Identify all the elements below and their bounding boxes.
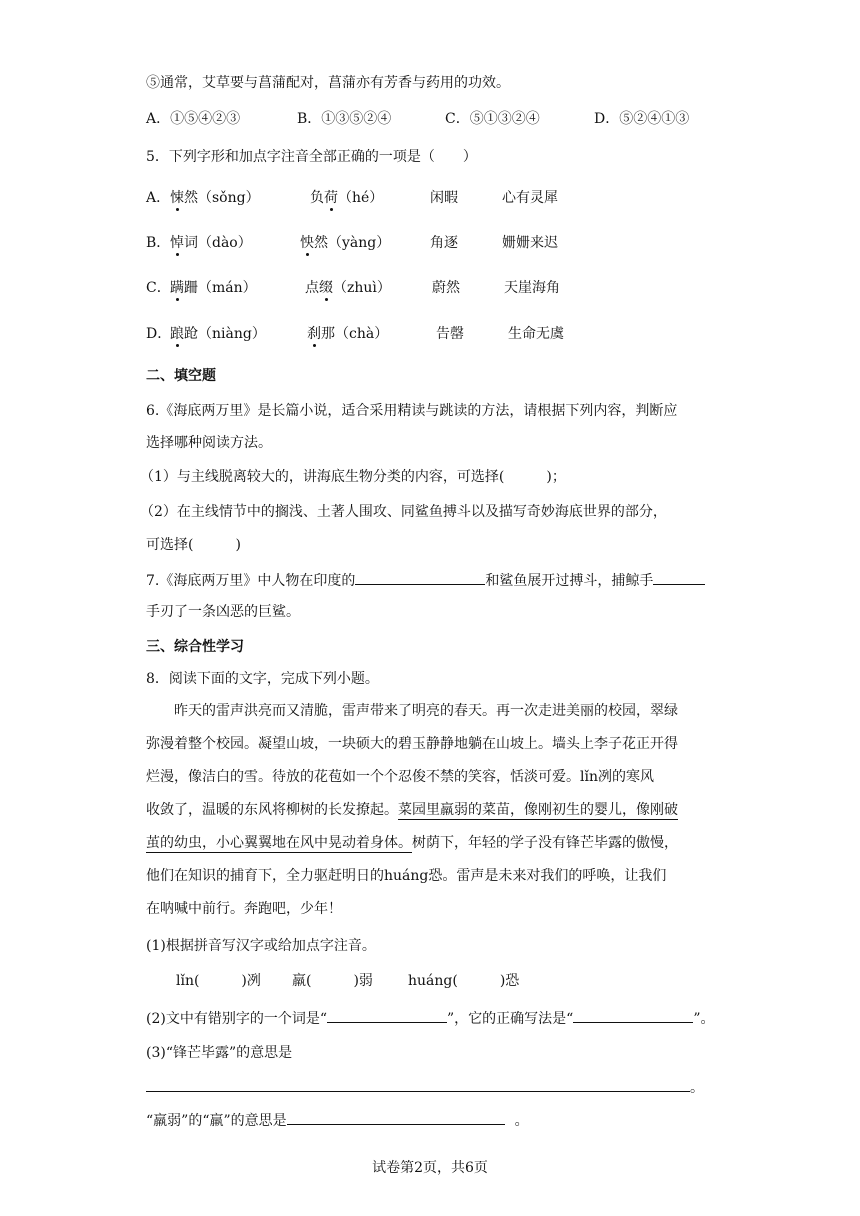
q8-text: ”，它的正确写法是“ — [447, 1011, 574, 1027]
word-rest: 然（sǒng） — [184, 190, 260, 206]
q6-sub2-line2: 可选择( ) — [146, 537, 241, 553]
page-footer: 试卷第2页，共6页 — [372, 1160, 488, 1176]
q8-text: ”。 — [693, 1011, 715, 1027]
q5-stem: 5．下列字形和加点字注音全部正确的一项是（ ） — [146, 149, 477, 165]
q6-stem-line2: 选择哪种阅读方法。 — [146, 435, 272, 451]
q7-line1 — [146, 570, 705, 591]
word-rest: 跄（niàng） — [184, 326, 266, 342]
q5-word3: 角逐 — [430, 235, 458, 251]
q8-blank-char-meaning[interactable] — [287, 1110, 505, 1125]
q5-word4: 生命无虞 — [508, 326, 564, 342]
passage-line: 烂漫，像洁白的雪。待放的花苞如一个个忍俊不禁的笑容，恬淡可爱。lǐn冽的寒风 — [146, 769, 654, 785]
passage-line — [146, 800, 678, 820]
q5-label: A． — [146, 190, 171, 206]
q8-blank-correct-word[interactable] — [573, 1008, 693, 1023]
q8-sub1-label: (1)根据拼音写汉字或给加点字注音。 — [146, 938, 376, 954]
q8-sub3-label: (3)“锋芒毕露”的意思是 — [146, 1045, 293, 1061]
q8-text: 。 — [514, 1113, 529, 1129]
q5-word1 — [170, 323, 266, 343]
q7-blank-harpooner[interactable] — [653, 570, 705, 585]
passage-text: 树荫下，年轻的学子没有锋芒毕露的傲慢， — [412, 835, 678, 851]
dotted-char: 悚 — [170, 187, 184, 207]
section-heading-comprehensive: 三、综合性学习 — [146, 639, 244, 655]
q5-label: B． — [146, 235, 171, 251]
word-rest: 跚（mán） — [184, 280, 257, 296]
dotted-char: 缀 — [319, 277, 333, 297]
q4-line5: ⑤通常，艾草要与菖蒲配对，菖蒲亦有芳香与药用的功效。 — [146, 75, 510, 91]
q8-text: 。 — [690, 1080, 704, 1096]
q8-sub1-item2: 羸( )弱 — [292, 973, 373, 989]
passage-line: 他们在知识的捕育下，全力驱赶明日的huáng恐。雷声是未来对我们的呼唤，让我们 — [146, 868, 667, 884]
q7-line2: 手刃了一条凶恶的巨鲨。 — [146, 604, 300, 620]
word-rest: 那（chà） — [321, 326, 389, 342]
q4-option-b: B．①③⑤②④ — [297, 111, 392, 127]
q6-sub1: （1）与主线脱离较大的，讲海底生物分类的内容，可选择( )； — [140, 469, 566, 485]
q8-text: (2)文中有错别字的一个词是“ — [146, 1011, 327, 1027]
dotted-char: 怏 — [300, 232, 314, 252]
q8-sub1-item1: lǐn( )冽 — [176, 973, 261, 989]
dotted-char: 荷 — [324, 187, 338, 207]
passage-line: 弥漫着整个校园。凝望山坡，一块硕大的碧玉静静地躺在山坡上。墙头上李子花正开得 — [146, 736, 678, 752]
dotted-char: 蹒 — [170, 277, 184, 297]
q7-text: 7.《海底两万里》中人物在印度的 — [146, 573, 356, 589]
q5-word1 — [170, 187, 260, 207]
word-start: 点 — [305, 280, 319, 296]
q6-stem-line1: 6.《海底两万里》是长篇小说，适合采用精读与跳读的方法，请根据下列内容，判断应 — [146, 403, 678, 419]
q5-word2 — [310, 187, 383, 207]
q8-stem: 8．阅读下面的文字，完成下列小题。 — [146, 671, 379, 687]
word-rest: （zhuì） — [333, 280, 391, 296]
q5-label: D． — [146, 326, 172, 342]
dotted-char: 悼 — [170, 232, 184, 252]
q5-label: C． — [146, 280, 171, 296]
dotted-char: 刹 — [307, 323, 321, 343]
word-rest: 然（yàng） — [314, 235, 391, 251]
q5-word2 — [307, 323, 388, 343]
q5-word1 — [170, 232, 252, 252]
q8-blank-meaning[interactable] — [146, 1077, 690, 1092]
q5-word3: 蔚然 — [432, 280, 460, 296]
q5-word1 — [170, 277, 257, 297]
q4-option-d: D．⑤②④①③ — [594, 111, 690, 127]
passage-line: 昨天的雷声洪亮而又清脆，雷声带来了明亮的春天。再一次走进美丽的校园，翠绿 — [174, 703, 678, 719]
word-rest: （hé） — [338, 190, 384, 206]
word-start: 负 — [310, 190, 324, 206]
underlined-sentence: 菜园里羸弱的菜苗，像刚初生的婴儿，像刚破 — [398, 802, 678, 818]
q7-blank-place[interactable] — [355, 570, 485, 585]
section-heading-fill-blank: 二、填空题 — [146, 368, 216, 384]
q5-word3: 告罄 — [436, 326, 464, 342]
q5-word2 — [300, 232, 390, 252]
q4-option-c: C．⑤①③②④ — [445, 111, 540, 127]
q5-word4: 天崖海角 — [504, 280, 560, 296]
passage-line: 在呐喊中前行。奔跑吧，少年！ — [146, 901, 342, 917]
underlined-sentence: 茧的幼虫，小心翼翼地在风中晃动着身体。 — [146, 835, 412, 851]
passage-line — [146, 833, 678, 853]
word-rest: 词（dào） — [184, 235, 252, 251]
passage-text: 收敛了，温暖的东风将柳树的长发撩起。 — [146, 802, 398, 818]
q8-blank-wrong-word[interactable] — [327, 1008, 447, 1023]
q8-sub2 — [146, 1008, 715, 1029]
q5-word3: 闲暇 — [430, 190, 458, 206]
q5-word4: 姗姗来迟 — [502, 235, 558, 251]
q5-word4: 心有灵犀 — [502, 190, 558, 206]
q5-word2 — [305, 277, 391, 297]
q4-option-a: A．①⑤④②③ — [146, 111, 241, 127]
q6-sub2-line1: （2）在主线情节中的搁浅、土著人围攻、同鲨鱼搏斗以及描写奇妙海底世界的部分， — [140, 504, 667, 520]
q7-text: 和鲨鱼展开过搏斗，捕鲸手 — [485, 573, 654, 589]
dotted-char: 踉 — [170, 323, 184, 343]
q8-sub3-answer — [146, 1077, 704, 1098]
q8-text: “羸弱”的“羸”的意思是 — [146, 1113, 287, 1129]
q8-sub4 — [146, 1110, 529, 1131]
q8-sub1-item3: huáng( )恐 — [408, 973, 520, 989]
